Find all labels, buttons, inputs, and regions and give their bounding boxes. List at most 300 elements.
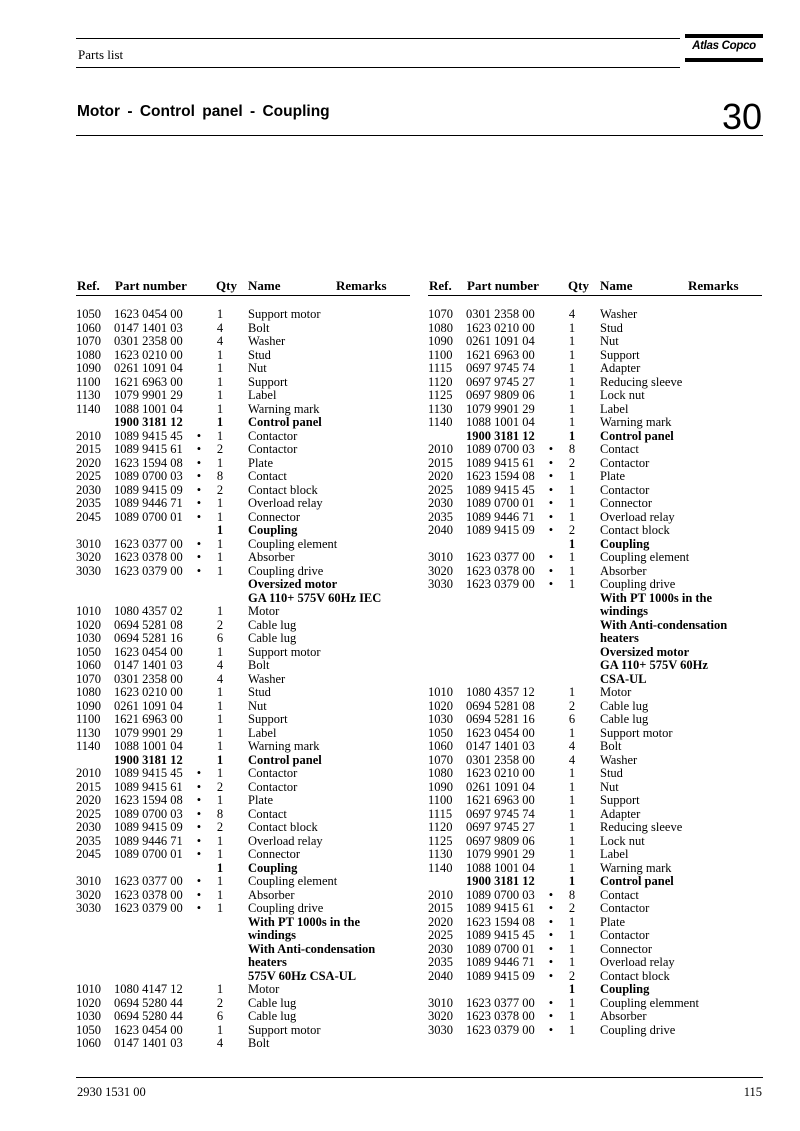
row-part-number: 1623 0377 00 [466,995,535,1010]
row-marker: • [548,550,554,564]
table-row [428,389,762,403]
row-part-number: 1089 9415 61 [466,455,535,470]
row-ref: 1010 [76,982,101,996]
row-ref: 2015 [76,442,101,456]
row-qty: 1 [568,577,576,591]
row-name: Contactor [600,482,650,497]
row-part-number: 1089 9415 61 [466,901,535,915]
table-row [76,497,410,511]
table-row [428,794,762,808]
table-row [76,376,410,390]
column-header [76,278,410,296]
table-row [428,335,762,349]
row-part-number: 1623 0454 00 [466,725,535,740]
row-ref: 2030 [76,820,101,834]
parts-column-right [428,278,762,1037]
row-name: Contact block [600,523,670,537]
row-marker: • [548,442,554,456]
table-row [76,659,410,673]
row-ref: 1060 [76,320,101,335]
row-part-number: 1900 3181 12 [466,428,535,443]
row-name: Washer [600,752,638,767]
row-part-number: 1089 9415 45 [114,766,183,780]
table-row [428,659,762,673]
row-qty: 1 [568,347,576,362]
table-row [76,430,410,444]
row-part-number: 1088 1001 04 [466,415,535,429]
row-qty: 4 [216,658,224,672]
row-qty: 1 [568,847,576,861]
row-qty: 1 [216,712,224,726]
row-qty: 1 [568,820,576,834]
row-marker: • [196,455,202,470]
row-ref: 1100 [428,793,453,807]
table-row [76,673,410,687]
row-name: Oversized motor [600,644,690,659]
table-row [76,335,410,349]
row-qty: 1 [216,496,224,510]
row-qty: 4 [568,307,576,321]
table-row [76,1024,410,1038]
row-part-number: 1621 6963 00 [466,793,535,807]
row-marker: • [196,496,202,510]
table-row [76,740,410,754]
row-name: Warning mark [248,739,320,753]
table-row [428,956,762,970]
row-qty: 1 [216,698,224,713]
table-row [76,889,410,903]
row-qty: 6 [568,712,576,726]
row-ref: 1050 [76,307,101,321]
row-ref: 1140 [428,415,453,429]
row-name: Contactor [600,455,650,470]
row-qty: 2 [568,901,576,915]
row-marker: • [548,509,554,524]
table-row [428,929,762,943]
row-part-number: 1089 9446 71 [114,833,183,848]
row-name: Coupling element [600,550,690,564]
row-qty: 1 [568,388,576,402]
row-part-number: 0261 1091 04 [466,334,535,348]
row-qty: 1 [568,685,576,699]
row-qty: 1 [216,415,224,429]
table-row [76,632,410,646]
row-name: Nut [600,779,619,794]
table-row [76,727,410,741]
table-row [76,308,410,322]
row-ref: 1030 [76,631,101,645]
row-qty: 1 [568,469,576,483]
table-row [76,470,410,484]
row-ref: 1130 [76,388,101,402]
row-qty: 1 [216,739,224,753]
row-name: Support motor [248,1022,321,1037]
row-part-number: 1080 4357 02 [114,604,183,618]
row-marker: • [548,995,554,1010]
row-part-number: 0694 5280 44 [114,995,183,1010]
row-name: 575V 60Hz CSA-UL [248,968,357,983]
table-row [76,713,410,727]
row-part-number: 1089 9415 61 [114,779,183,794]
row-name: Washer [600,307,638,321]
row-qty: 1 [216,604,224,618]
row-name: Contact block [600,968,670,983]
table-row [428,700,762,714]
row-ref: 3020 [428,563,453,578]
row-ref: 1010 [76,604,101,618]
row-name: Absorber [248,550,295,564]
row-part-number: 0147 1401 03 [466,739,535,753]
table-row [428,916,762,930]
table-row [428,1010,762,1024]
row-ref: 1140 [76,401,101,416]
row-name: Lock nut [600,833,645,848]
row-ref: 1030 [76,1009,101,1023]
row-ref: 2030 [428,496,453,510]
row-qty: 1 [568,995,576,1010]
row-ref: 2025 [428,928,453,942]
row-name: Coupling drive [600,577,676,591]
row-qty: 1 [216,725,224,740]
row-part-number: 1623 0379 00 [114,563,183,578]
header-qty: Qty [216,278,237,293]
table-row [76,1010,410,1024]
row-name: Label [600,401,629,416]
row-name: Bolt [248,1036,270,1050]
row-part-number: 0261 1091 04 [114,361,183,375]
row-name: Washer [248,671,286,686]
table-row [428,538,762,552]
row-ref: 3030 [428,577,453,591]
row-part-number: 1623 0454 00 [114,644,183,659]
table-row [428,511,762,525]
table-row [428,565,762,579]
row-ref: 2020 [428,914,453,929]
row-part-number: 0694 5281 08 [114,617,183,632]
row-part-number: 1623 0210 00 [466,766,535,780]
row-ref: 2015 [76,779,101,794]
row-ref: 1130 [428,401,453,416]
row-name: Connector [248,509,301,524]
row-part-number: 1623 0378 00 [466,563,535,578]
row-qty: 1 [216,347,224,362]
row-ref: 2010 [76,428,101,443]
row-part-number: 1088 1001 04 [114,401,183,416]
row-ref: 3030 [76,563,101,578]
row-qty: 1 [568,374,576,389]
row-part-number: 1088 1001 04 [466,860,535,875]
row-qty: 1 [568,806,576,821]
row-part-number: 1089 0700 01 [114,509,183,524]
row-part-number: 1089 9446 71 [466,955,535,969]
row-part-number: 0147 1401 03 [114,320,183,335]
row-ref: 1050 [76,1022,101,1037]
logo-bottom-bar [685,58,763,62]
row-name: Coupling element [248,536,338,551]
row-ref: 2045 [76,509,101,524]
row-ref: 1060 [76,1036,101,1050]
table-row [428,673,762,687]
row-part-number: 1088 1001 04 [114,739,183,753]
table-row [428,308,762,322]
row-name: Bolt [248,320,270,335]
table-row [76,808,410,822]
row-qty: 1 [568,415,576,429]
table-row [76,781,410,795]
table-row [76,322,410,336]
row-name: Plate [600,469,625,483]
row-ref: 2040 [428,523,453,537]
table-row [428,430,762,444]
row-marker: • [196,428,202,443]
row-marker: • [196,442,202,456]
row-name: GA 110+ 575V 60Hz [600,658,708,672]
row-part-number: 1089 9415 09 [466,523,535,537]
row-marker: • [548,968,554,983]
row-name: Stud [600,320,623,335]
row-name: Cable lug [600,712,649,726]
table-row [76,875,410,889]
row-ref: 3010 [76,874,101,888]
row-name: Nut [600,334,619,348]
table-row [428,875,762,889]
row-ref: 1020 [76,617,101,632]
row-part-number: 1900 3181 12 [114,752,183,767]
table-row [76,916,410,930]
row-qty: 2 [216,995,224,1010]
row-qty: 1 [568,496,576,510]
row-name: Cable lug [600,698,649,713]
table-row [428,497,762,511]
row-name: Absorber [600,1009,647,1023]
row-qty: 1 [568,482,576,497]
table-row [428,349,762,363]
row-qty: 1 [216,901,224,915]
row-marker: • [548,914,554,929]
column-header [428,278,762,296]
table-row [428,808,762,822]
table-row [428,646,762,660]
row-name: Connector [248,847,301,861]
row-qty: 1 [216,887,224,902]
row-qty: 1 [568,361,576,375]
row-name: Motor [600,685,632,699]
row-qty: 4 [568,739,576,753]
table-row [428,943,762,957]
row-marker: • [196,793,202,807]
table-row [428,524,762,538]
row-qty: 1 [216,361,224,375]
row-name: Overload relay [600,509,675,524]
row-ref: 2040 [428,968,453,983]
row-name: Contactor [600,928,650,942]
row-part-number: 1089 0700 03 [114,806,183,821]
header-top-rule [76,38,680,39]
row-name: Contactor [248,428,298,443]
table-row [76,997,410,1011]
row-part-number: 1089 9446 71 [114,496,183,510]
row-part-number: 1089 9415 09 [114,820,183,834]
row-qty: 1 [216,401,224,416]
row-name: Reducing sleeve [600,820,683,834]
row-part-number: 1623 0210 00 [114,347,183,362]
table-row [76,416,410,430]
row-name: Coupling [248,523,298,537]
row-qty: 1 [568,779,576,794]
row-part-number: 0301 2358 00 [114,334,183,348]
row-ref: 2030 [428,941,453,956]
row-marker: • [548,482,554,497]
row-name: GA 110+ 575V 60Hz IEC [248,590,382,605]
row-part-number: 1623 0210 00 [114,685,183,699]
row-part-number: 1089 9415 61 [114,442,183,456]
table-row [76,511,410,525]
table-row [428,781,762,795]
table-row [428,821,762,835]
table-row [76,592,410,606]
row-name: Motor [248,982,280,996]
row-part-number: 1623 1594 08 [114,793,183,807]
row-part-number: 1623 0377 00 [114,874,183,888]
table-row [76,646,410,660]
row-part-number: 0301 2358 00 [466,752,535,767]
row-part-number: 1089 0700 03 [466,442,535,456]
row-qty: 1 [216,563,224,578]
row-part-number: 0697 9809 06 [466,833,535,848]
row-part-number: 0147 1401 03 [114,658,183,672]
row-part-number: 1089 9415 45 [466,482,535,497]
table-row [428,605,762,619]
page-title: Motor - Control panel - Coupling [77,103,330,120]
row-qty: 1 [568,428,576,443]
row-qty: 2 [568,968,576,983]
row-part-number: 1621 6963 00 [114,374,183,389]
row-qty: 2 [568,455,576,470]
table-row [428,902,762,916]
row-marker: • [196,847,202,861]
row-qty: 1 [568,1022,576,1037]
row-part-number: 1089 0700 01 [114,847,183,861]
row-ref: 2025 [76,806,101,821]
row-name: Label [248,388,277,402]
row-marker: • [196,806,202,821]
table-row [428,983,762,997]
table-row [76,848,410,862]
row-name: Reducing sleeve [600,374,683,389]
row-ref: 1125 [428,388,453,402]
row-part-number: 1089 9415 09 [466,968,535,983]
row-ref: 1060 [428,739,453,753]
row-ref: 1140 [428,860,453,875]
row-qty: 4 [216,320,224,335]
row-qty: 4 [568,752,576,767]
row-ref: 2035 [76,496,101,510]
title-rule [76,135,763,136]
doc-type-label: Parts list [78,47,124,62]
row-name: With Anti-condensation [248,941,376,956]
row-marker: • [548,928,554,942]
row-ref: 1120 [428,374,453,389]
table-row [76,835,410,849]
row-part-number: 1079 9901 29 [466,847,535,861]
row-name: Cable lug [248,617,297,632]
row-marker: • [548,1009,554,1023]
section-number: 30 [721,96,762,137]
row-ref: 3020 [76,887,101,902]
row-part-number: 0697 9809 06 [466,388,535,402]
row-name: Plate [600,914,625,929]
header-bottom-rule [76,67,680,68]
table-row [428,767,762,781]
table-row [76,538,410,552]
row-part-number: 1623 0379 00 [114,901,183,915]
header-part-number: Part number [467,278,539,293]
row-qty: 1 [568,928,576,942]
row-part-number: 1623 0454 00 [114,307,183,321]
row-ref: 1080 [428,320,453,335]
row-ref: 3010 [76,536,101,551]
header-ref: Ref. [429,278,452,293]
row-name: Overload relay [248,833,323,848]
header-name: Name [248,278,281,293]
row-name: Lock nut [600,388,645,402]
table-row [76,767,410,781]
row-qty: 2 [568,698,576,713]
row-qty: 1 [216,428,224,443]
table-row [76,605,410,619]
header-remarks: Remarks [336,278,387,293]
table-row [76,970,410,984]
row-ref: 1070 [428,752,453,767]
row-name: Connector [600,496,653,510]
table-row [76,349,410,363]
row-name: Oversized motor [248,577,338,591]
row-qty: 1 [568,401,576,416]
table-row [428,322,762,336]
table-row [428,470,762,484]
row-name: Nut [248,698,267,713]
row-name: windings [248,928,296,942]
row-ref: 1070 [428,307,453,321]
row-name: Adapter [600,806,641,821]
table-row [76,578,410,592]
header-ref: Ref. [77,278,100,293]
row-qty: 1 [568,833,576,848]
table-row [428,619,762,633]
row-name: Warning mark [248,401,320,416]
row-qty: 1 [568,550,576,564]
table-row [76,862,410,876]
row-ref: 1050 [76,644,101,659]
row-part-number: 0694 5280 44 [114,1009,183,1023]
row-name: Support motor [600,725,673,740]
row-name: Control panel [600,428,674,443]
row-name: heaters [600,631,639,645]
row-name: Stud [248,685,271,699]
row-ref: 2020 [76,793,101,807]
row-name: Control panel [248,415,322,429]
row-ref: 1090 [428,779,453,794]
row-qty: 1 [568,536,576,551]
row-name: Coupling [600,982,650,996]
table-row [428,997,762,1011]
row-qty: 1 [216,860,224,875]
row-qty: 1 [568,982,576,996]
row-marker: • [196,550,202,564]
row-ref: 2035 [428,955,453,969]
row-name: With PT 1000s in the [248,914,361,929]
row-name: Contactor [248,442,298,456]
